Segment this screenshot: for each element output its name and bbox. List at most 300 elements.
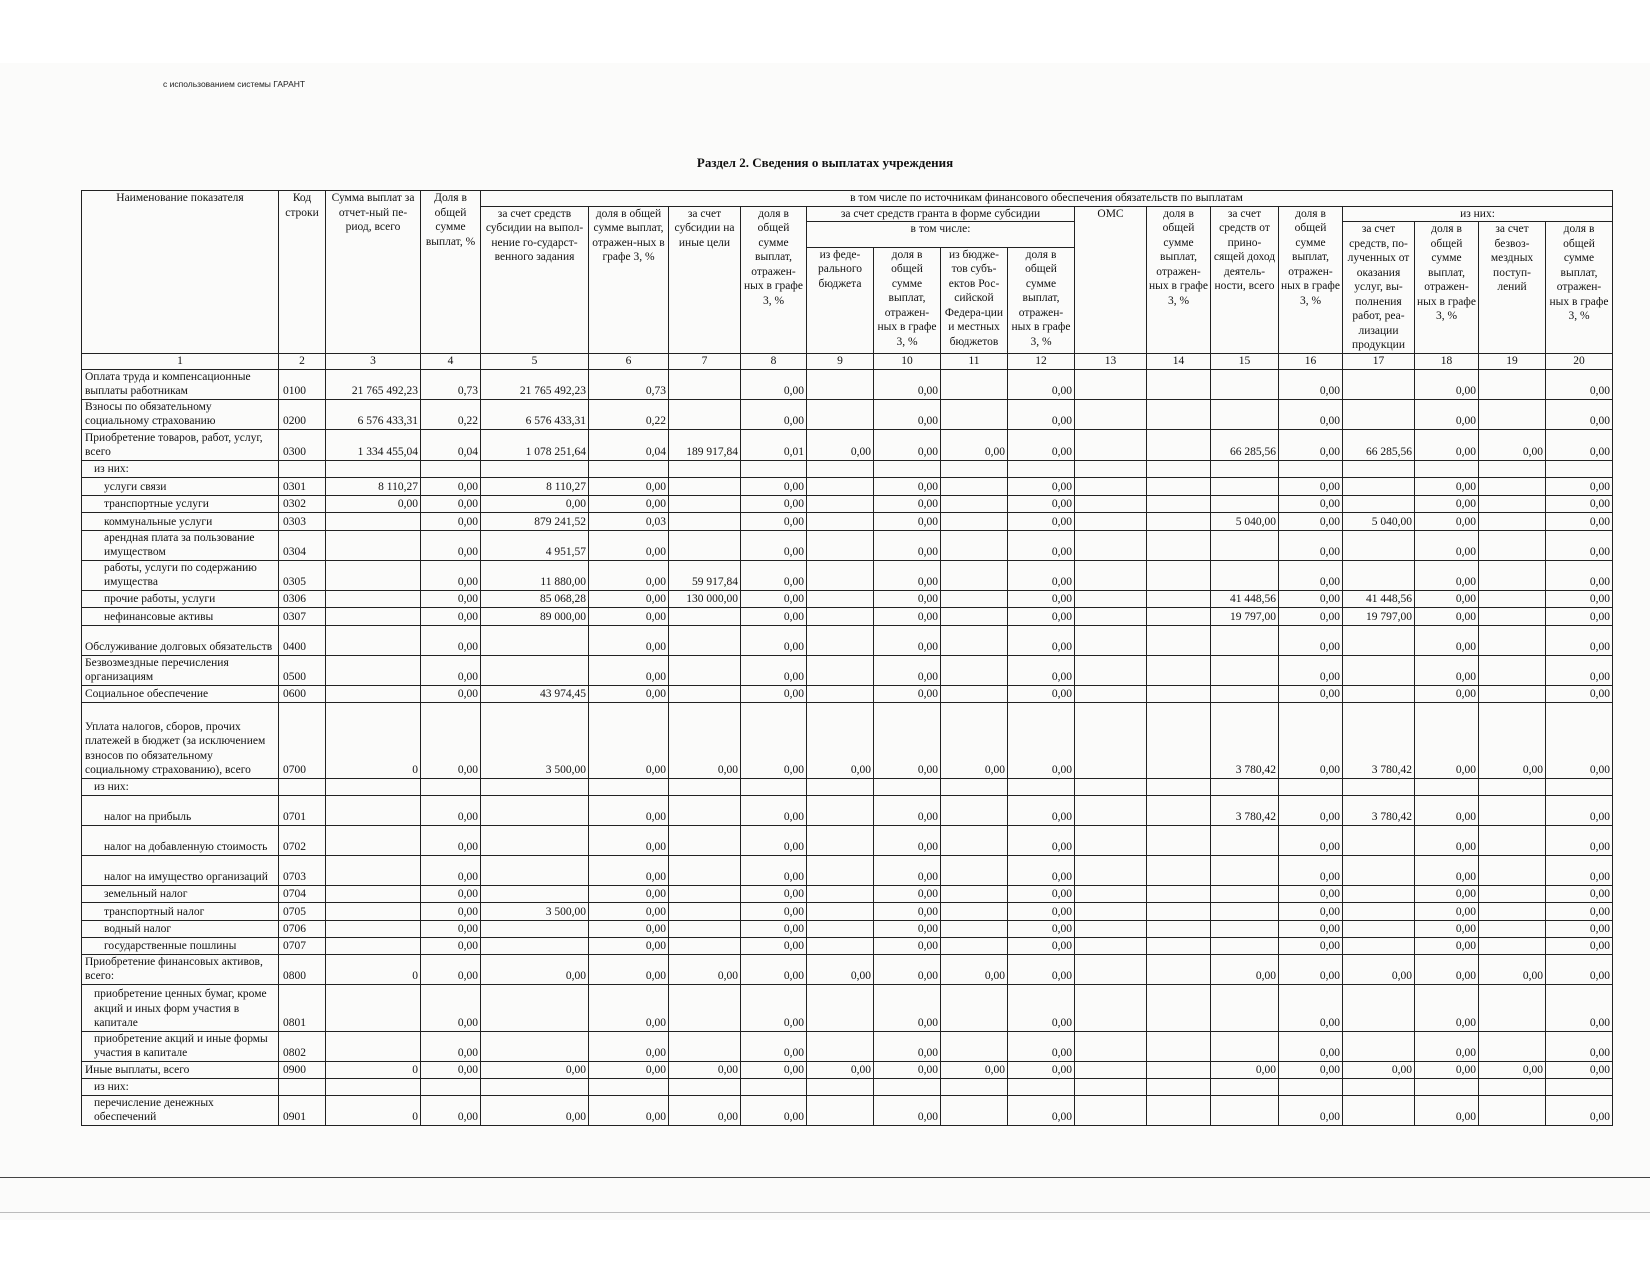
cell-col-7 [669, 920, 741, 937]
cell-col-13 [1075, 530, 1147, 560]
cell-col-8: 0,00 [741, 1061, 807, 1078]
cell-col-12: 0,00 [1008, 920, 1075, 937]
cell-col-11 [941, 1078, 1008, 1095]
cell-col-11 [941, 460, 1008, 477]
cell-col-10 [874, 1078, 941, 1095]
cell-col-7: 0,00 [669, 1095, 741, 1125]
cell-col-12: 0,00 [1008, 625, 1075, 655]
cell-col-7: 0,00 [669, 1061, 741, 1078]
cell-col-7 [669, 902, 741, 920]
cell-col-9 [807, 920, 874, 937]
row-name: Приобретение финансовых активов, всего: [82, 954, 279, 984]
row-name: государственные пошлины [82, 937, 279, 954]
cell-col-5: 85 068,28 [481, 590, 589, 607]
cell-col-12 [1008, 460, 1075, 477]
row-name: водный налог [82, 920, 279, 937]
cell-col-9 [807, 937, 874, 954]
cell-col-18: 0,00 [1415, 399, 1479, 429]
header-code: Код строки [279, 191, 326, 354]
cell-col-9 [807, 855, 874, 885]
cell-col-9 [807, 685, 874, 702]
cell-col-10: 0,00 [874, 1061, 941, 1078]
cell-col-16: 0,00 [1279, 495, 1343, 512]
cell-col-8: 0,00 [741, 590, 807, 607]
cell-col-11: 0,00 [941, 1061, 1008, 1078]
cell-col-14 [1147, 495, 1211, 512]
cell-col-3: 0 [326, 702, 421, 778]
cell-col-14 [1147, 825, 1211, 855]
cell-col-9 [807, 1031, 874, 1061]
cell-col-18: 0,00 [1415, 954, 1479, 984]
cell-col-7 [669, 460, 741, 477]
cell-col-18: 0,00 [1415, 655, 1479, 685]
cell-col-18: 0,00 [1415, 625, 1479, 655]
cell-col-15 [1211, 778, 1279, 795]
cell-col-3 [326, 512, 421, 530]
cell-col-11 [941, 920, 1008, 937]
cell-col-6: 0,00 [589, 655, 669, 685]
cell-col-6: 0,00 [589, 885, 669, 902]
header-col-17: за счет средств, по-лученных от оказания услуг, вы-полнения работ, реа-лизации продукции [1343, 222, 1415, 354]
row-code: 0706 [279, 920, 326, 937]
cell-col-14 [1147, 984, 1211, 1031]
cell-col-19 [1479, 902, 1546, 920]
cell-col-9 [807, 560, 874, 590]
cell-col-18: 0,00 [1415, 1061, 1479, 1078]
row-code [279, 460, 326, 477]
cell-col-18: 0,00 [1415, 702, 1479, 778]
cell-col-19: 0,00 [1479, 954, 1546, 984]
cell-col-15 [1211, 560, 1279, 590]
row-name: арендная плата за пользование имуществом [82, 530, 279, 560]
cell-col-14 [1147, 1061, 1211, 1078]
cell-col-14 [1147, 1095, 1211, 1125]
header-col-16: доля в общей сумме выплат, отражен-ных в графе 3, % [1279, 206, 1343, 353]
cell-col-19 [1479, 685, 1546, 702]
row-code: 0400 [279, 625, 326, 655]
cell-col-6 [589, 778, 669, 795]
cell-col-17 [1343, 685, 1415, 702]
cell-col-6: 0,00 [589, 1061, 669, 1078]
cell-col-10: 0,00 [874, 937, 941, 954]
cell-col-11 [941, 560, 1008, 590]
header-col-9: из феде-рального бюджета [807, 247, 874, 353]
cell-col-3: 1 334 455,04 [326, 429, 421, 460]
cell-col-20: 0,00 [1546, 607, 1613, 625]
cell-col-19: 0,00 [1479, 702, 1546, 778]
cell-col-5: 8 110,27 [481, 477, 589, 495]
cell-col-18: 0,00 [1415, 920, 1479, 937]
cell-col-19 [1479, 885, 1546, 902]
cell-col-15 [1211, 495, 1279, 512]
cell-col-7 [669, 984, 741, 1031]
cell-col-16: 0,00 [1279, 1061, 1343, 1078]
cell-col-17 [1343, 625, 1415, 655]
column-number-row [82, 353, 1613, 369]
table-row [82, 902, 1613, 920]
cell-col-15 [1211, 1095, 1279, 1125]
cell-col-17: 41 448,56 [1343, 590, 1415, 607]
table-row [82, 1061, 1613, 1078]
cell-col-10: 0,00 [874, 399, 941, 429]
cell-col-15 [1211, 1031, 1279, 1061]
cell-col-12: 0,00 [1008, 795, 1075, 825]
column-number: 13 [1075, 353, 1147, 369]
cell-col-4: 0,00 [421, 902, 481, 920]
cell-col-14 [1147, 902, 1211, 920]
cell-col-16: 0,00 [1279, 702, 1343, 778]
cell-col-12: 0,00 [1008, 530, 1075, 560]
row-name: перечисление денежных обеспечений [82, 1095, 279, 1125]
cell-col-4: 0,00 [421, 625, 481, 655]
cell-col-16: 0,00 [1279, 429, 1343, 460]
cell-col-5 [481, 460, 589, 477]
cell-col-9 [807, 512, 874, 530]
cell-col-4: 0,00 [421, 495, 481, 512]
cell-col-8: 0,00 [741, 685, 807, 702]
cell-col-4: 0,00 [421, 795, 481, 825]
cell-col-17: 0,00 [1343, 954, 1415, 984]
cell-col-19 [1479, 1095, 1546, 1125]
cell-col-7 [669, 937, 741, 954]
cell-col-3: 6 576 433,31 [326, 399, 421, 429]
cell-col-10: 0,00 [874, 825, 941, 855]
cell-col-18: 0,00 [1415, 1095, 1479, 1125]
cell-col-13 [1075, 1061, 1147, 1078]
cell-col-10: 0,00 [874, 902, 941, 920]
cell-col-3 [326, 530, 421, 560]
cell-col-13 [1075, 702, 1147, 778]
cell-col-13 [1075, 369, 1147, 399]
cell-col-9 [807, 530, 874, 560]
cell-col-16: 0,00 [1279, 855, 1343, 885]
cell-col-8: 0,00 [741, 399, 807, 429]
cell-col-17 [1343, 920, 1415, 937]
cell-col-15: 5 040,00 [1211, 512, 1279, 530]
cell-col-15: 3 780,42 [1211, 795, 1279, 825]
table-row [82, 885, 1613, 902]
cell-col-16: 0,00 [1279, 399, 1343, 429]
cell-col-10: 0,00 [874, 625, 941, 655]
cell-col-5 [481, 937, 589, 954]
cell-col-7 [669, 855, 741, 885]
cell-col-20 [1546, 1078, 1613, 1095]
cell-col-15 [1211, 937, 1279, 954]
cell-col-13 [1075, 885, 1147, 902]
cell-col-20: 0,00 [1546, 825, 1613, 855]
table-row [82, 590, 1613, 607]
cell-col-5: 0,00 [481, 495, 589, 512]
table-row [82, 607, 1613, 625]
cell-col-7: 59 917,84 [669, 560, 741, 590]
cell-col-5: 1 078 251,64 [481, 429, 589, 460]
cell-col-12: 0,00 [1008, 1061, 1075, 1078]
cell-col-12: 0,00 [1008, 477, 1075, 495]
cell-col-3 [326, 937, 421, 954]
cell-col-8 [741, 460, 807, 477]
cell-col-3 [326, 625, 421, 655]
cell-col-20: 0,00 [1546, 855, 1613, 885]
cell-col-11 [941, 625, 1008, 655]
cell-col-17: 19 797,00 [1343, 607, 1415, 625]
row-code: 0704 [279, 885, 326, 902]
cell-col-4: 0,00 [421, 1031, 481, 1061]
cell-col-3: 0 [326, 1095, 421, 1125]
cell-col-13 [1075, 495, 1147, 512]
cell-col-8: 0,00 [741, 954, 807, 984]
cell-col-12: 0,00 [1008, 607, 1075, 625]
column-number: 5 [481, 353, 589, 369]
cell-col-8: 0,00 [741, 477, 807, 495]
cell-col-15: 66 285,56 [1211, 429, 1279, 460]
column-number: 10 [874, 353, 941, 369]
cell-col-7 [669, 885, 741, 902]
cell-col-19 [1479, 778, 1546, 795]
header-col-10: доля в общей сумме выплат, отражен-ных в графе 3, % [874, 247, 941, 353]
cell-col-16: 0,00 [1279, 885, 1343, 902]
cell-col-12: 0,00 [1008, 590, 1075, 607]
cell-col-6: 0,00 [589, 625, 669, 655]
cell-col-9 [807, 655, 874, 685]
cell-col-8: 0,00 [741, 795, 807, 825]
cell-col-13 [1075, 625, 1147, 655]
cell-col-9 [807, 607, 874, 625]
cell-col-20 [1546, 778, 1613, 795]
cell-col-6 [589, 460, 669, 477]
cell-col-15 [1211, 399, 1279, 429]
row-code: 0303 [279, 512, 326, 530]
row-code: 0801 [279, 984, 326, 1031]
column-number: 16 [1279, 353, 1343, 369]
cell-col-19 [1479, 512, 1546, 530]
cell-col-12: 0,00 [1008, 369, 1075, 399]
cell-col-3 [326, 655, 421, 685]
cell-col-5 [481, 1078, 589, 1095]
cell-col-3: 0 [326, 954, 421, 984]
cell-col-10 [874, 778, 941, 795]
cell-col-9 [807, 399, 874, 429]
cell-col-7 [669, 530, 741, 560]
cell-col-14 [1147, 429, 1211, 460]
cell-col-10: 0,00 [874, 702, 941, 778]
cell-col-4: 0,00 [421, 530, 481, 560]
cell-col-18: 0,00 [1415, 607, 1479, 625]
cell-col-18: 0,00 [1415, 937, 1479, 954]
column-number: 18 [1415, 353, 1479, 369]
cell-col-7 [669, 1078, 741, 1095]
cell-col-9 [807, 590, 874, 607]
cell-col-16: 0,00 [1279, 825, 1343, 855]
cell-col-17 [1343, 825, 1415, 855]
cell-col-14 [1147, 937, 1211, 954]
cell-col-11 [941, 1031, 1008, 1061]
cell-col-6: 0,00 [589, 607, 669, 625]
cell-col-13 [1075, 399, 1147, 429]
cell-col-4: 0,00 [421, 825, 481, 855]
cell-col-4: 0,00 [421, 1095, 481, 1125]
cell-col-7 [669, 512, 741, 530]
cell-col-10: 0,00 [874, 512, 941, 530]
cell-col-4: 0,00 [421, 954, 481, 984]
cell-col-15 [1211, 902, 1279, 920]
table-row [82, 512, 1613, 530]
cell-col-17: 5 040,00 [1343, 512, 1415, 530]
cell-col-20: 0,00 [1546, 902, 1613, 920]
cell-col-18: 0,00 [1415, 685, 1479, 702]
column-number: 3 [326, 353, 421, 369]
cell-col-16: 0,00 [1279, 607, 1343, 625]
cell-col-16 [1279, 460, 1343, 477]
cell-col-3 [326, 855, 421, 885]
row-name: Социальное обеспечение [82, 685, 279, 702]
cell-col-20: 0,00 [1546, 512, 1613, 530]
header-col-14: доля в общей сумме выплат, отражен-ных в графе 3, % [1147, 206, 1211, 353]
row-name: приобретение акций и иные формы участия в капитале [82, 1031, 279, 1061]
cell-col-12: 0,00 [1008, 902, 1075, 920]
cell-col-6: 0,04 [589, 429, 669, 460]
cell-col-9 [807, 369, 874, 399]
cell-col-17 [1343, 560, 1415, 590]
cell-col-15 [1211, 855, 1279, 885]
cell-col-8: 0,00 [741, 885, 807, 902]
cell-col-16: 0,00 [1279, 937, 1343, 954]
cell-col-11: 0,00 [941, 702, 1008, 778]
row-name: нефинансовые активы [82, 607, 279, 625]
header-iz-nih: из них: [1343, 206, 1613, 222]
cell-col-4: 0,00 [421, 685, 481, 702]
cell-col-10 [874, 460, 941, 477]
header-col-7: за счет субсидии на иные цели [669, 206, 741, 353]
row-name: прочие работы, услуги [82, 590, 279, 607]
row-name: Приобретение товаров, работ, услуг, всего [82, 429, 279, 460]
header-grant-incl: в том числе: [807, 222, 1075, 248]
cell-col-9 [807, 778, 874, 795]
cell-col-6: 0,00 [589, 795, 669, 825]
cell-col-8: 0,00 [741, 512, 807, 530]
cell-col-16: 0,00 [1279, 984, 1343, 1031]
column-number: 1 [82, 353, 279, 369]
cell-col-7 [669, 495, 741, 512]
cell-col-3 [326, 1031, 421, 1061]
cell-col-5 [481, 778, 589, 795]
cell-col-19 [1479, 460, 1546, 477]
column-number: 2 [279, 353, 326, 369]
cell-col-17: 3 780,42 [1343, 795, 1415, 825]
header-col-12: доля в общей сумме выплат, отражен-ных в графе 3, % [1008, 247, 1075, 353]
cell-col-18 [1415, 778, 1479, 795]
cell-col-8: 0,00 [741, 530, 807, 560]
row-name: налог на прибыль [82, 795, 279, 825]
cell-col-14 [1147, 1078, 1211, 1095]
cell-col-16 [1279, 1078, 1343, 1095]
cell-col-19 [1479, 825, 1546, 855]
cell-col-11: 0,00 [941, 429, 1008, 460]
row-code: 0200 [279, 399, 326, 429]
cell-col-5 [481, 1031, 589, 1061]
cell-col-8: 0,01 [741, 429, 807, 460]
cell-col-8: 0,00 [741, 920, 807, 937]
cell-col-14 [1147, 399, 1211, 429]
cell-col-13 [1075, 429, 1147, 460]
cell-col-5 [481, 625, 589, 655]
cell-col-17 [1343, 399, 1415, 429]
cell-col-8: 0,00 [741, 984, 807, 1031]
cell-col-17 [1343, 885, 1415, 902]
scan-bottom-margin [0, 1220, 1650, 1275]
cell-col-7 [669, 399, 741, 429]
cell-col-8: 0,00 [741, 560, 807, 590]
cell-col-11 [941, 607, 1008, 625]
row-name: Обслуживание долговых обязательств [82, 625, 279, 655]
cell-col-8: 0,00 [741, 702, 807, 778]
cell-col-5: 879 241,52 [481, 512, 589, 530]
row-name: Уплата налогов, сборов, прочих платежей в бюджет (за исключением взносов по обязательному социальному страхованию), всего [82, 702, 279, 778]
cell-col-8: 0,00 [741, 902, 807, 920]
cell-col-16 [1279, 778, 1343, 795]
cell-col-16: 0,00 [1279, 530, 1343, 560]
column-number: 19 [1479, 353, 1546, 369]
cell-col-5 [481, 920, 589, 937]
cell-col-9: 0,00 [807, 702, 874, 778]
row-name: приобретение ценных бумаг, кроме акций и иных форм участия в капитале [82, 984, 279, 1031]
header-col-13: ОМС [1075, 206, 1147, 353]
cell-col-16: 0,00 [1279, 954, 1343, 984]
row-code: 0307 [279, 607, 326, 625]
cell-col-11 [941, 902, 1008, 920]
cell-col-14 [1147, 702, 1211, 778]
cell-col-3 [326, 795, 421, 825]
cell-col-12: 0,00 [1008, 399, 1075, 429]
row-code: 0900 [279, 1061, 326, 1078]
cell-col-6: 0,73 [589, 369, 669, 399]
cell-col-19 [1479, 984, 1546, 1031]
cell-col-11 [941, 530, 1008, 560]
header-col-18: доля в общей сумме выплат, отражен-ных в графе 3, % [1415, 222, 1479, 354]
cell-col-19 [1479, 369, 1546, 399]
cell-col-13 [1075, 855, 1147, 885]
cell-col-17 [1343, 937, 1415, 954]
cell-col-20: 0,00 [1546, 560, 1613, 590]
cell-col-16: 0,00 [1279, 512, 1343, 530]
cell-col-3: 0,00 [326, 495, 421, 512]
table-row [82, 530, 1613, 560]
cell-col-11 [941, 825, 1008, 855]
cell-col-20: 0,00 [1546, 920, 1613, 937]
table-row [82, 460, 1613, 477]
cell-col-4: 0,00 [421, 937, 481, 954]
cell-col-7 [669, 825, 741, 855]
cell-col-11 [941, 369, 1008, 399]
cell-col-10: 0,00 [874, 495, 941, 512]
table-row [82, 855, 1613, 885]
row-code: 0802 [279, 1031, 326, 1061]
cell-col-7: 0,00 [669, 954, 741, 984]
cell-col-15 [1211, 920, 1279, 937]
cell-col-19 [1479, 625, 1546, 655]
cell-col-15 [1211, 685, 1279, 702]
cell-col-4: 0,73 [421, 369, 481, 399]
row-code: 0705 [279, 902, 326, 920]
cell-col-14 [1147, 460, 1211, 477]
cell-col-16: 0,00 [1279, 477, 1343, 495]
cell-col-4: 0,00 [421, 1061, 481, 1078]
table-row [82, 920, 1613, 937]
cell-col-9 [807, 1078, 874, 1095]
cell-col-20: 0,00 [1546, 655, 1613, 685]
cell-col-5: 21 765 492,23 [481, 369, 589, 399]
cell-col-6: 0,00 [589, 530, 669, 560]
cell-col-12: 0,00 [1008, 855, 1075, 885]
